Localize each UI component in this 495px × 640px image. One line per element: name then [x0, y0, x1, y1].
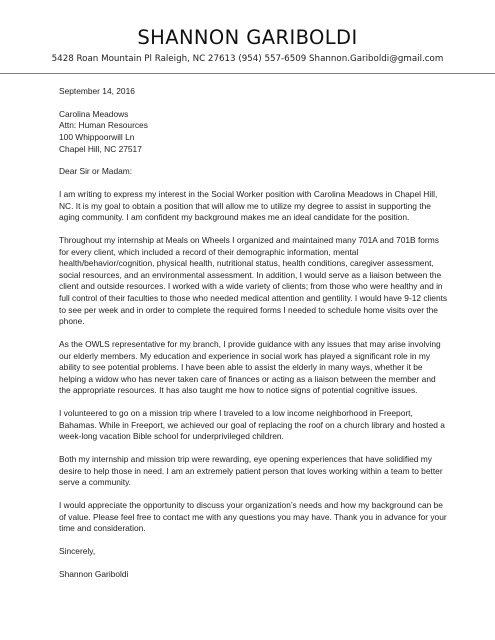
paragraph-mission-trip: I volunteered to go on a mission trip where I traveled to a low income neighborhood in Freeport, Bahamas. While in Freeport, we achieved our goal of replacing the roof on a church library and hosted a week-long vacation Bible school for underprivileged children.	[59, 408, 445, 442]
paragraph-intro: I am writing to express my interest in the Social Worker position with Carolina Meadows in Chapel Hill, NC. It is my goal to obtain a position that will allow me to utilize my degree to assist in supporting the aging community. I am confident my background makes me an ideal candidate for the position.	[59, 189, 438, 223]
paragraph-summary: Both my internship and mission trip were rewarding, eye opening experiences that have solidified my desire to help those in need. I am an extremely patient person that loves working within a team to better serve a community.	[59, 454, 443, 488]
paragraph-owls: As the OWLS representative for my branch, I provide guidance with any issues that may arise involving our elderly members. My education and experience in social work has played a significant role in my ability to see potential problems. I have been able to assist the elderly in many ways, whether it be helping a widow who has never taken care of finances or acting as a liaison between the member and the appropriate resources. It has also taught me how to notice signs of potential cognitive issues.	[59, 339, 441, 396]
signature-name: Shannon Gariboldi	[59, 568, 129, 579]
header-divider	[0, 73, 495, 74]
closing: Sincerely,	[59, 546, 96, 557]
letterhead	[0, 0, 495, 65]
paragraph-internship: Throughout my internship at Meals on Wheels I organized and maintained many 701A and 701B forms for every client, which included a record of their demographic information, mental health/behavior/cognition, physical health, nutritional status, health conditions, caregiver assessment, social resources, and an environmental assessment. In addition, I would serve as a liaison between the client and outside resources. I worked with a wide variety of clients; from those who were healthy and in full control of their faculties to those who needed medical attention and gentility. I would have 9-12 clients to see per week and in order to complete the required forms I needed to schedule home visits over the phone.	[59, 235, 448, 327]
recipient-line: Chapel Hill, NC 27517	[59, 143, 142, 154]
letter-date: September 14, 2016	[59, 86, 135, 96]
salutation: Dear Sir or Madam:	[59, 166, 133, 177]
letter-body	[59, 86, 449, 592]
paragraph-closing: I would appreciate the opportunity to discuss your organization’s needs and how my background can be of value. Please feel free to contact me with any questions you may have. Thank you in advance for your time and consideration.	[59, 500, 447, 534]
contact-line: 5428 Roan Mountain Pl Raleigh, NC 27613 (954) 557-6509 Shannon.Gariboldi@gmail.com	[51, 54, 444, 64]
recipient-address	[59, 109, 449, 155]
recipient-line: Attn: Human Resources	[59, 120, 148, 131]
recipient-line: 100 Whippoorwill Ln	[59, 131, 135, 142]
applicant-name: SHANNON GARIBOLDI	[137, 26, 358, 49]
recipient-line: Carolina Meadows	[59, 108, 129, 119]
